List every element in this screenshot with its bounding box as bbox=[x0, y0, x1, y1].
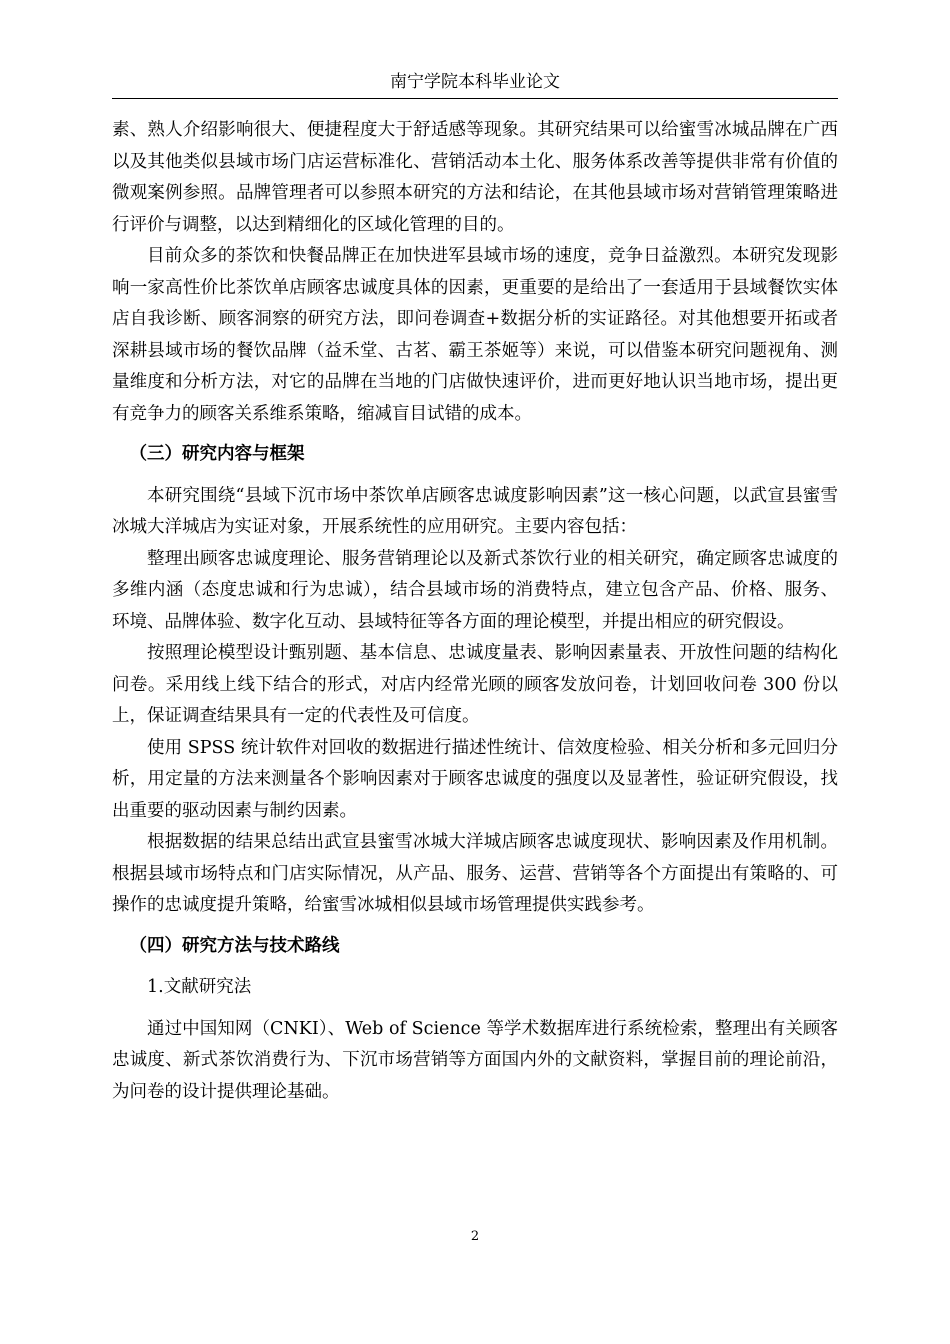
paragraph-theory-model: 整理出顾客忠诚度理论、服务营销理论以及新式茶饮行业的相关研究，确定顾客忠诚度的多维内涵（态度忠诚和行为忠诚），结合县域市场的消费特点，建立包含产品、价格、服务、环境、品牌体验、数字化互动、县域特征等各方面的理论模型，并提出相应的研究假设。 bbox=[112, 548, 838, 632]
header-rule bbox=[112, 98, 838, 99]
paragraph-literature: 通过中国知网（CNKI）、Web of Science 等学术数据库进行系统检索，整理出有关顾客忠诚度、新式茶饮消费行为、下沉市场营销等方面国内外的文献资料，掌握目前的理论前沿，为问卷的设计提供理论基础。 bbox=[112, 1018, 838, 1102]
paragraph-research-intro: 本研究围绕“县域下沉市场中茶饮单店顾客忠诚度影响因素”这一核心问题，以武宣县蜜雪冰城大洋城店为实证对象，开展系统性的应用研究。主要内容包括： bbox=[112, 485, 838, 537]
section-heading-content-framework: （三）研究内容与框架 bbox=[129, 444, 305, 464]
running-header: 南宁学院本科毕业论文 bbox=[390, 72, 560, 92]
paragraph-conclusions: 根据数据的结果总结出武宣县蜜雪冰城大洋城店顾客忠诚度现状、影响因素及作用机制。根据县域市场特点和门店实际情况，从产品、服务、运营、营销等各个方面提出有策略的、可操作的忠诚度提升策略，给蜜雪冰城相似县域市场管理提供实践参考。 bbox=[112, 832, 838, 915]
paragraph-analysis: 使用 SPSS 统计软件对回收的数据进行描述性统计、信效度检验、相关分析和多元回归分析，用定量的方法来测量各个影响因素对于顾客忠诚度的强度以及显著性，验证研究假设，找出重要的驱动因素与制约因素。 bbox=[112, 737, 838, 821]
section-heading-methods: （四）研究方法与技术路线 bbox=[129, 935, 340, 956]
subheading-literature-method: 1.文献研究法 bbox=[147, 977, 252, 997]
page-number: 2 bbox=[470, 1229, 480, 1244]
page-body bbox=[112, 115, 838, 1108]
paragraph-questionnaire: 按照理论模型设计甄别题、基本信息、忠诚度量表、影响因素量表、开放性问题的结构化问卷。采用线上线下结合的形式，对店内经常光顾的顾客发放问卷，计划回收问卷 300 份以上，保证调查结果具有一定的代表性及可信度。 bbox=[112, 643, 838, 726]
paragraph-continued: 素、熟人介绍影响很大、便捷程度大于舒适感等现象。其研究结果可以给蜜雪冰城品牌在广西以及其他类似县域市场门店运营标准化、营销活动本土化、服务体系改善等提供非常有价值的微观案例参照。品牌管理者可以参照本研究的方法和结论，在其他县域市场对营销管理策略进行评价与调整，以达到精细化的区域化管理的目的。 bbox=[112, 120, 838, 235]
paragraph-significance: 目前众多的茶饮和快餐品牌正在加快进军县域市场的速度，竞争日益激烈。本研究发现影响一家高性价比茶饮单店顾客忠诚度具体的因素，更重要的是给出了一套适用于县域餐饮实体店自我诊断、顾客洞察的研究方法，即问卷调查+数据分析的实证路径。对其他想要开拓或者深耕县域市场的餐饮品牌（益禾堂、古茗、霸王茶姬等）来说，可以借鉴本研究问题视角、测量维度和分析方法，对它的品牌在当地的门店做快速评价，进而更好地认识当地市场，提出更有竞争力的顾客关系维系策略，缩减盲目试错的成本。 bbox=[112, 246, 838, 424]
